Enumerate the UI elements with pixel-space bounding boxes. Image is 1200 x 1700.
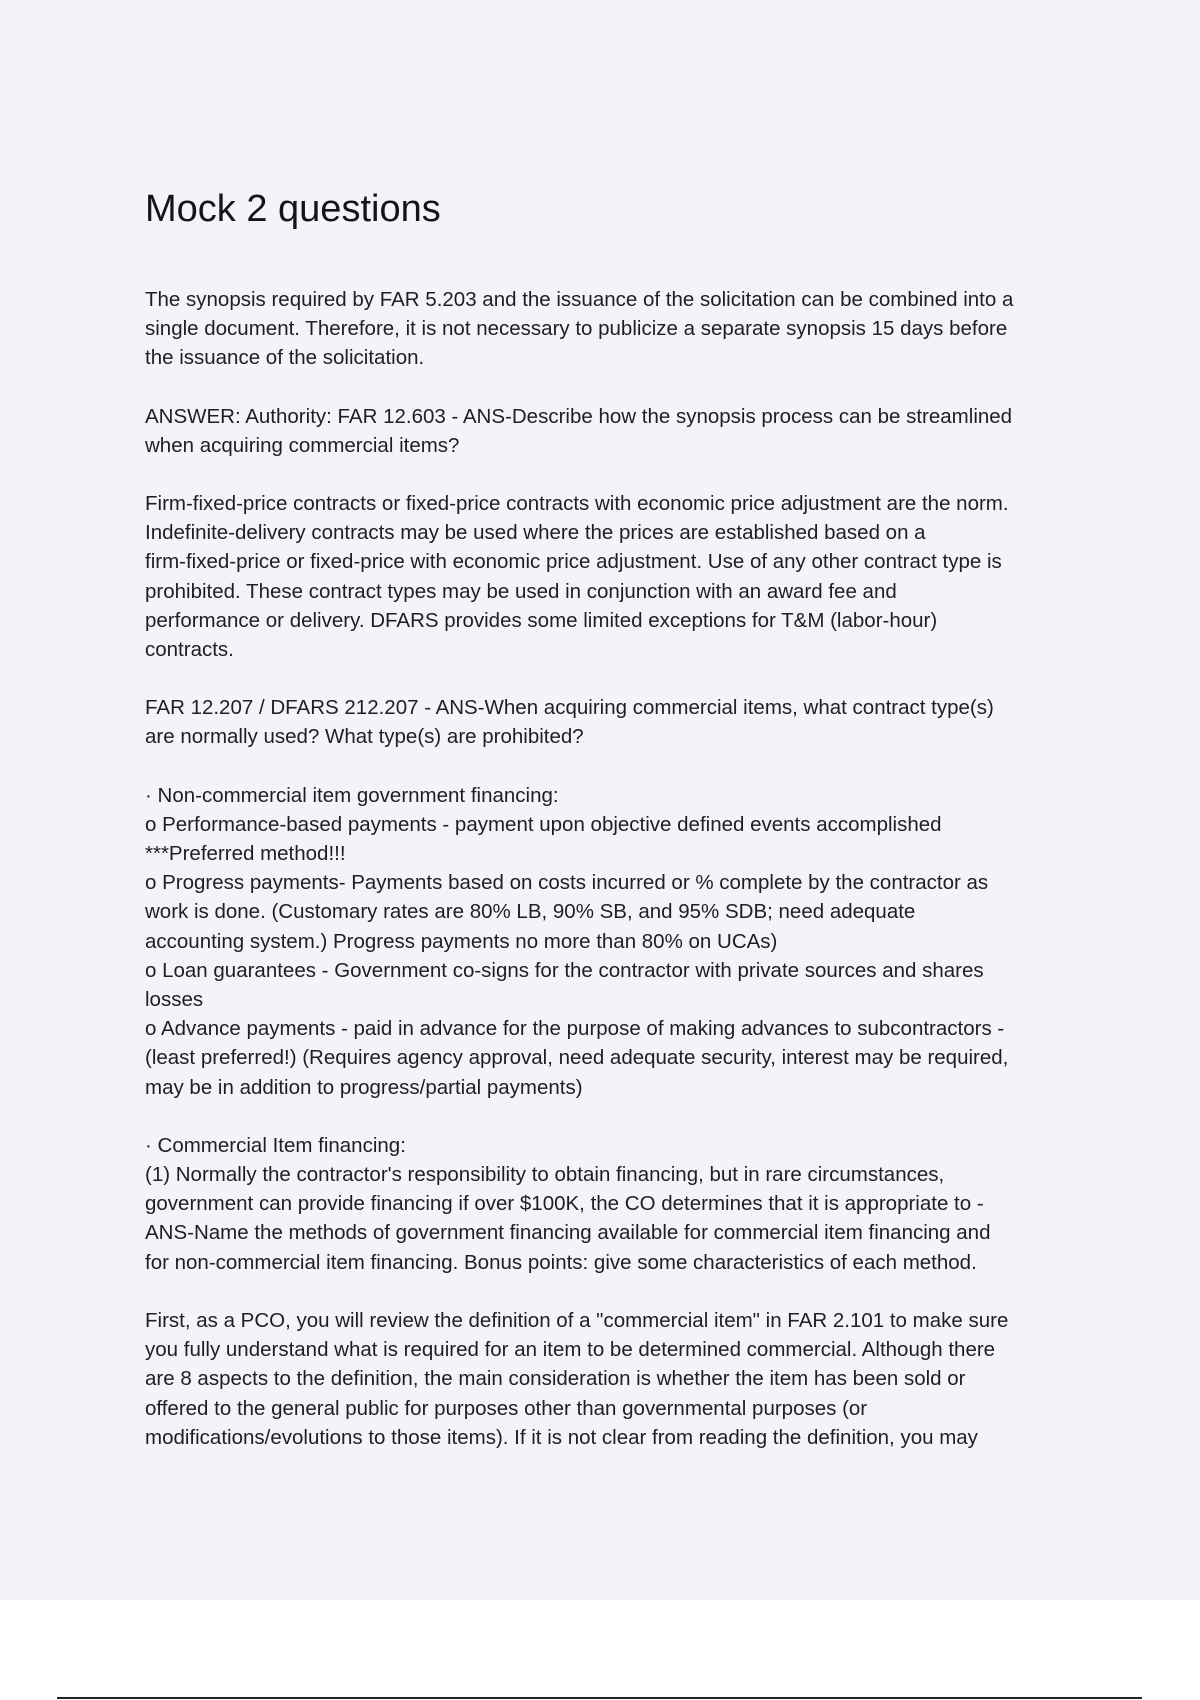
text-line: are normally used? What type(s) are prohibited? [145,725,584,749]
text-line: o Advance payments - paid in advance for the purpose of making advances to subcontractors - [145,1017,1005,1041]
text-line: may be in addition to progress/partial payments) [145,1075,583,1099]
text-line: contracts. [145,638,234,662]
text-line: o Loan guarantees - Government co-signs for the contractor with private sources and shares [145,958,984,982]
text-line: (least preferred!) (Requires agency approval, need adequate security, interest may be required, [145,1046,1009,1070]
text-line: performance or delivery. DFARS provides some limited exceptions for T&M (labor-hour) [145,608,938,632]
text-line: (1) Normally the contractor's responsibility to obtain financing, but in rare circumstances, [145,1163,945,1187]
paragraph [145,1306,1090,1452]
document-content [145,183,1090,1481]
text-line: ***Preferred method!!! [145,842,346,866]
text-line: ANS-Name the methods of government financing available for commercial item financing and [145,1221,991,1245]
text-line: accounting system.) Progress payments no more than 80% on UCAs) [145,929,778,953]
text-line: FAR 12.207 / DFARS 212.207 - ANS-When acquiring commercial items, what contract type(s) [145,696,994,720]
document-title: Mock 2 questions [145,188,441,230]
text-line: offered to the general public for purposes other than governmental purposes (or [145,1396,868,1420]
text-line: for non-commercial item financing. Bonus points: give some characteristics of each method. [145,1250,977,1274]
paragraph [145,693,1090,751]
text-line: ANSWER: Authority: FAR 12.603 - ANS-Describe how the synopsis process can be streamlined [145,404,1013,428]
text-line: firm-fixed-price or fixed-price with economic price adjustment. Use of any other contract type is [145,550,1002,574]
paragraph [145,402,1090,460]
text-line: single document. Therefore, it is not necessary to publicize a separate synopsis 15 days before [145,317,1008,341]
text-line: work is done. (Customary rates are 80% LB, 90% SB, and 95% SDB; need adequate [145,900,916,924]
paragraph [145,1131,1090,1277]
text-line: First, as a PCO, you will review the definition of a "commercial item" in FAR 2.101 to make sure [145,1308,1009,1332]
text-line: Indefinite-delivery contracts may be used where the prices are established based on a [145,521,926,545]
text-line: you fully understand what is required for an item to be determined commercial. Although there [145,1338,996,1362]
text-line: o Performance-based payments - payment upon objective defined events accomplished [145,812,942,836]
text-line: · Commercial Item financing: [145,1133,406,1157]
text-line: the issuance of the solicitation. [145,346,425,370]
text-line: losses [145,988,204,1012]
text-line: o Progress payments- Payments based on costs incurred or % complete by the contractor as [145,871,989,895]
text-line: The synopsis required by FAR 5.203 and the issuance of the solicitation can be combined into a [145,288,1014,311]
paragraph [145,489,1090,664]
text-line: modifications/evolutions to those items). If it is not clear from reading the definition, you may [145,1425,978,1449]
paragraph [145,781,1090,1102]
text-line: prohibited. These contract types may be used in conjunction with an award fee and [145,579,897,603]
text-line: government can provide financing if over $100K, the CO determines that it is appropriate to - [145,1192,984,1216]
text-line: when acquiring commercial items? [145,433,460,457]
text-line: Firm-fixed-price contracts or fixed-price contracts with economic price adjustment are the norm. [145,492,1009,516]
text-line: are 8 aspects to the definition, the main consideration is whether the item has been sold or [145,1367,966,1391]
paragraph [145,285,1090,373]
text-line: · Non-commercial item government financing: [145,783,559,807]
page-divider [57,1697,1142,1699]
